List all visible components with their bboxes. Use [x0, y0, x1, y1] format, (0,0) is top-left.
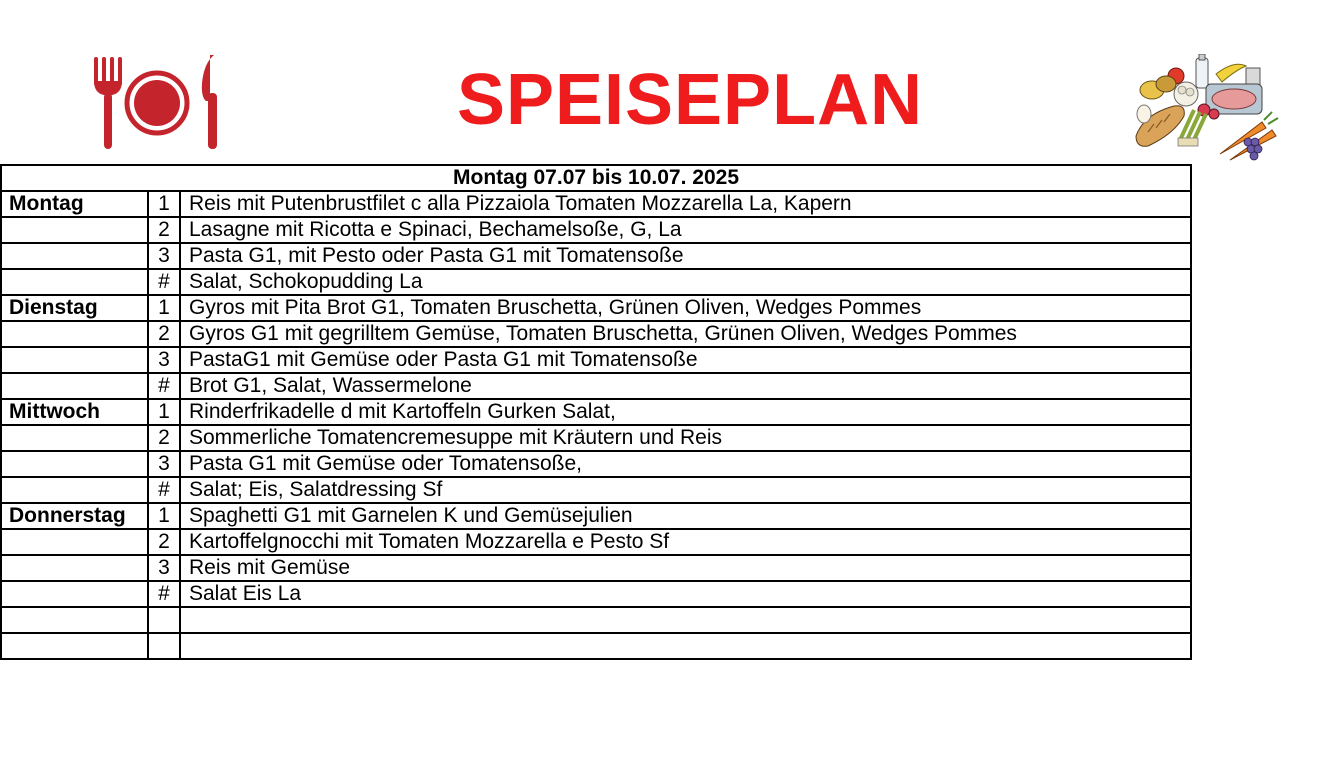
dish-cell: Pasta G1, mit Pesto oder Pasta G1 mit Tomatensoße	[180, 243, 1191, 269]
dish-cell: Reis mit Gemüse	[180, 555, 1191, 581]
dish-cell: Gyros G1 mit gegrilltem Gemüse, Tomaten Bruschetta, Grünen Oliven, Wedges Pommes	[180, 321, 1191, 347]
dish-number-cell: 3	[148, 243, 180, 269]
dish-cell: Pasta G1 mit Gemüse oder Tomatensoße,	[180, 451, 1191, 477]
dish-number-cell	[148, 633, 180, 659]
day-cell	[1, 633, 148, 659]
dish-cell: Reis mit Putenbrustfilet c alla Pizzaiola Tomaten Mozzarella La, Kapern	[180, 191, 1191, 217]
table-row	[1, 399, 1191, 425]
week-heading-row	[1, 165, 1191, 191]
dish-cell: Kartoffelgnocchi mit Tomaten Mozzarella e Pesto Sf	[180, 529, 1191, 555]
dish-number-cell: 1	[148, 295, 180, 321]
dish-number-cell: 1	[148, 191, 180, 217]
day-cell	[1, 243, 148, 269]
table-row	[1, 555, 1191, 581]
table-row	[1, 581, 1191, 607]
plate-fork-knife-icon	[92, 53, 226, 151]
table-row	[1, 425, 1191, 451]
dish-number-cell: 2	[148, 425, 180, 451]
day-cell	[1, 529, 148, 555]
table-row	[1, 373, 1191, 399]
dish-number-cell: #	[148, 269, 180, 295]
table-row	[1, 191, 1191, 217]
day-cell	[1, 347, 148, 373]
dish-cell: Salat, Schokopudding La	[180, 269, 1191, 295]
dish-cell	[180, 607, 1191, 633]
day-cell	[1, 425, 148, 451]
dish-cell: Rinderfrikadelle d mit Kartoffeln Gurken Salat,	[180, 399, 1191, 425]
day-cell	[1, 451, 148, 477]
day-cell	[1, 581, 148, 607]
week-heading: Montag 07.07 bis 10.07. 2025	[1, 165, 1191, 191]
table-row	[1, 477, 1191, 503]
dish-cell: Sommerliche Tomatencremesuppe mit Kräutern und Reis	[180, 425, 1191, 451]
table-row	[1, 607, 1191, 633]
day-cell	[1, 269, 148, 295]
day-cell: Dienstag	[1, 295, 148, 321]
day-cell	[1, 477, 148, 503]
table-row	[1, 321, 1191, 347]
page-title: SPEISEPLAN	[456, 60, 924, 140]
dish-cell: PastaG1 mit Gemüse oder Pasta G1 mit Tomatensoße	[180, 347, 1191, 373]
day-cell: Mittwoch	[1, 399, 148, 425]
dish-number-cell: 2	[148, 217, 180, 243]
dish-number-cell: 3	[148, 451, 180, 477]
dish-number-cell: 2	[148, 529, 180, 555]
groceries-icon	[1134, 54, 1284, 166]
menu-table	[0, 164, 1192, 660]
day-cell	[1, 607, 148, 633]
dish-number-cell: #	[148, 581, 180, 607]
dish-cell: Lasagne mit Ricotta e Spinaci, Bechamelsoße, G, La	[180, 217, 1191, 243]
table-row	[1, 347, 1191, 373]
day-cell	[1, 321, 148, 347]
table-row	[1, 633, 1191, 659]
dish-cell: Brot G1, Salat, Wassermelone	[180, 373, 1191, 399]
menu-body	[1, 191, 1191, 659]
dish-number-cell: 1	[148, 399, 180, 425]
dish-number-cell: 3	[148, 555, 180, 581]
table-row	[1, 529, 1191, 555]
table-row	[1, 217, 1191, 243]
table-row	[1, 451, 1191, 477]
dish-number-cell	[148, 607, 180, 633]
table-row	[1, 503, 1191, 529]
table-row	[1, 243, 1191, 269]
dish-cell: Salat; Eis, Salatdressing Sf	[180, 477, 1191, 503]
dish-cell	[180, 633, 1191, 659]
dish-number-cell: #	[148, 373, 180, 399]
dish-number-cell: 2	[148, 321, 180, 347]
day-cell: Donnerstag	[1, 503, 148, 529]
dish-cell: Salat Eis La	[180, 581, 1191, 607]
dish-cell: Gyros mit Pita Brot G1, Tomaten Bruschetta, Grünen Oliven, Wedges Pommes	[180, 295, 1191, 321]
dish-number-cell: 1	[148, 503, 180, 529]
day-cell: Montag	[1, 191, 148, 217]
table-row	[1, 269, 1191, 295]
dish-number-cell: 3	[148, 347, 180, 373]
day-cell	[1, 373, 148, 399]
day-cell	[1, 217, 148, 243]
day-cell	[1, 555, 148, 581]
table-row	[1, 295, 1191, 321]
dish-number-cell: #	[148, 477, 180, 503]
dish-cell: Spaghetti G1 mit Garnelen K und Gemüsejulien	[180, 503, 1191, 529]
